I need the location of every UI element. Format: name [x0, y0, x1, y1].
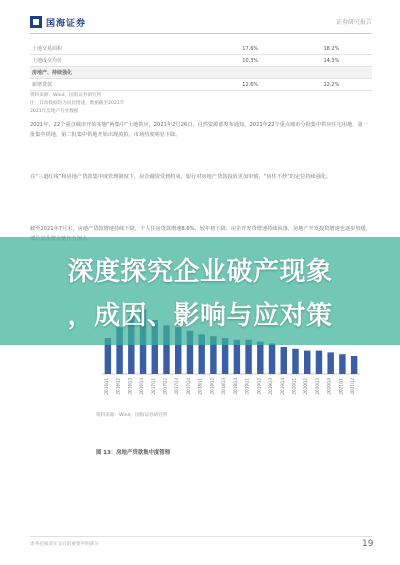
table-explain-note: 注：其余数据均为同比增速，数据截至2021年: [30, 101, 125, 106]
x-tick-label: 2021Q1: [338, 378, 344, 395]
group-label: 房地产、持续强化: [30, 67, 210, 79]
table-group-row: [30, 67, 372, 79]
row-value: 17.6%: [210, 43, 291, 55]
row-value: 14.3%: [291, 55, 372, 67]
x-tick-label: 2017Q1: [150, 378, 156, 395]
chart-bar: [327, 352, 333, 374]
x-tick-label: 2016Q4: [139, 378, 145, 395]
chart-bar: [339, 354, 345, 374]
x-tick-label: 2020Q1: [291, 378, 297, 395]
chart-bar: [281, 347, 287, 374]
brand-name: 国海证券: [46, 19, 87, 29]
x-tick-label: 2017Q3: [174, 378, 180, 395]
body-paragraph-3: 截至2021年7月末，房地产贷款增速持续下降，个人住房贷款增速8.6%，较年初下降；房企开发贷增速持续回落，房地产开发投资增速也逐步放缓，: [30, 226, 371, 232]
row-value: 12.6%: [210, 79, 291, 91]
banner-title-line-1: 深度探究企业破产现象: [67, 257, 333, 287]
chart-bar: [304, 351, 310, 374]
table-row: [30, 55, 372, 67]
body-paragraph-1: 2021年，22个重点城市开始实施“两集中”土地供应，2021年2月26日，自然资源部发布通知。2021年22个重点城市分批集中供应住宅用地，第一批集中供地，第二批集中供地开始出现流拍，市场热度明显下降。: [30, 122, 368, 138]
row-value: [210, 67, 291, 79]
chart-bar: [269, 343, 275, 374]
x-tick-label: 2016Q3: [127, 378, 133, 395]
row-value: 18.2%: [291, 43, 372, 55]
x-tick-label: 2019Q2: [256, 378, 262, 395]
x-tick-label: 2017Q2: [162, 378, 168, 395]
body-paragraph-2: 在“三道红线”和房地产贷款集中度管理制度下，房企融资受到约束，银行对房地产贷款投放更加审慎，“房住不炒”的定位持续强化。: [30, 174, 332, 180]
chart-source-note: 资料来源：Wind，国海证券研究所: [96, 413, 168, 418]
footer-disclaimer: 请务必阅读正文后的重要声明部分: [30, 542, 99, 547]
row-label: 土地交易面积: [30, 43, 210, 55]
chart-bar: [316, 351, 322, 374]
x-tick-label: 2021Q2: [350, 378, 356, 395]
data-table: [30, 43, 372, 91]
x-tick-label: 2020Q3: [314, 378, 320, 395]
brand-logo-icon: [30, 16, 42, 28]
row-label: 土地成交均价: [30, 55, 210, 67]
x-tick-label: 2019Q3: [268, 378, 274, 395]
x-tick-label: 2018Q2: [209, 378, 215, 395]
header-divider: [30, 33, 372, 34]
x-tick-label: 2020Q4: [326, 378, 332, 395]
row-label: 新增贷款: [30, 79, 210, 91]
banner-title-line-2: ，成因、影响与应对策: [67, 301, 333, 331]
chart-bar: [257, 342, 263, 374]
table-extra-note: 2021年房地产行业数据: [30, 109, 79, 114]
chart-bar: [351, 356, 357, 374]
table-row: [30, 79, 372, 91]
figure-title: 图 13：房地产贷款集中度管理: [96, 450, 171, 456]
table-row: [30, 43, 372, 55]
x-tick-label: 2016Q2: [115, 378, 121, 395]
table-source-note: 资料来源：Wind，国海证券研究所: [30, 93, 102, 98]
x-tick-label: 2016Q1: [103, 378, 109, 395]
x-tick-label: 2019Q1: [244, 378, 250, 395]
x-tick-label: 2018Q1: [197, 378, 203, 395]
title-overlay-banner: [0, 237, 400, 345]
x-tick-label: 2017Q4: [185, 378, 191, 395]
x-tick-label: 2018Q4: [232, 378, 238, 395]
x-tick-label: 2019Q4: [279, 378, 285, 395]
chart-bar: [292, 349, 298, 374]
footer-divider: [30, 536, 372, 537]
row-value: 10.3%: [210, 55, 291, 67]
report-type: 证券研究报告: [335, 19, 372, 26]
x-tick-label: 2020Q2: [303, 378, 309, 395]
row-value: [291, 67, 372, 79]
page-header: [30, 14, 372, 32]
x-tick-label: 2018Q3: [221, 378, 227, 395]
row-value: 12.2%: [291, 79, 372, 91]
page-number: 19: [362, 539, 374, 549]
